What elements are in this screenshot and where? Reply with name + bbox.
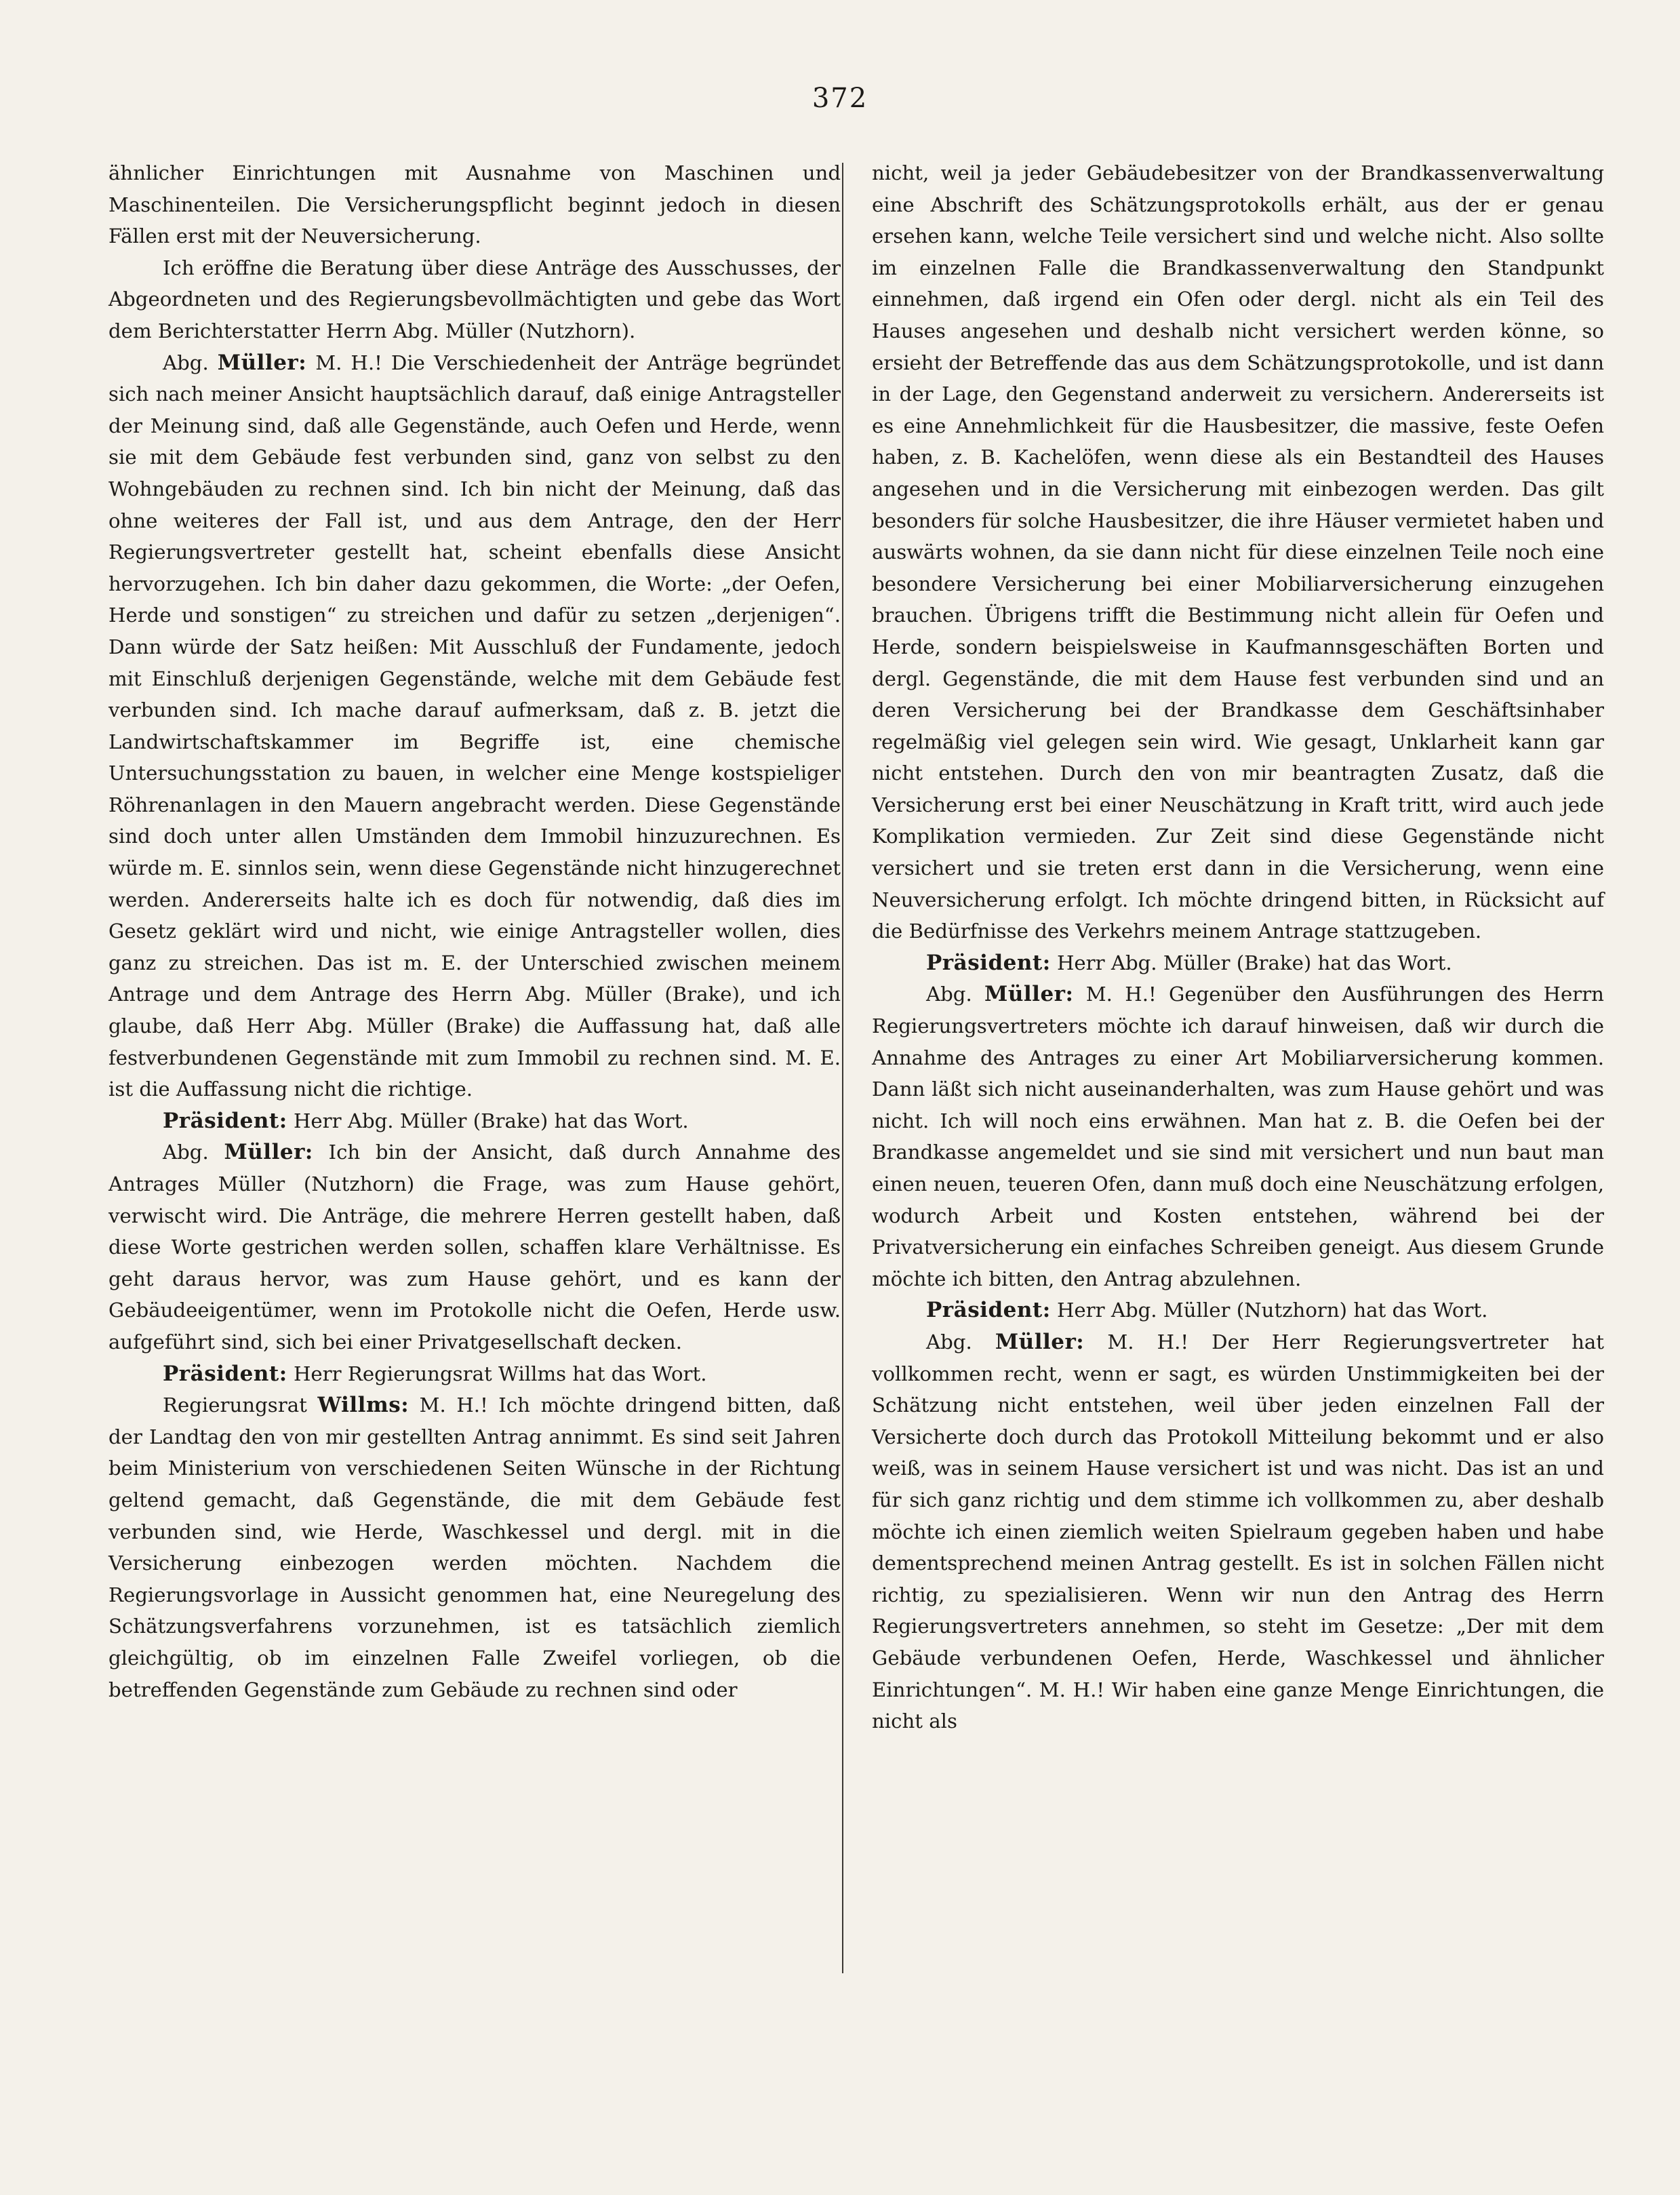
paragraph	[108, 1136, 841, 1358]
speaker-name: Müller:	[995, 1329, 1085, 1354]
paragraph	[872, 1294, 1604, 1326]
speaker-prefix: Abg.	[163, 351, 209, 374]
speaker-prefix: Abg.	[926, 983, 972, 1006]
paragraph-text: M. H.! Die Verschiedenheit der Anträge begründet sich nach meiner Ansicht hauptsächlich darauf, daß einige Antragsteller der Meinung sind, daß alle Gegenstände, auch Oefen und Herde, wenn sie mit dem Gebäude fest verbunden sind, ganz von selbst zu den Wohngebäuden zu rechnen sind. Ich bin nicht der Meinung, daß das ohne weiteres der Fall ist, und aus dem Antrage, den der Herr Regierungsvertreter gestellt hat, scheint ebenfalls diese Ansicht hervorzugehen. Ich bin daher dazu gekommen, die Worte: „der Oefen, Herde und sonstigen“ zu streichen und dafür zu setzen „derjenigen“. Dann würde der Satz heißen: Mit Ausschluß der Fundamente, jedoch mit Einschluß derjenigen Gegenstände, welche mit dem Gebäude fest verbunden sind. Ich mache darauf aufmerksam, daß z. B. jetzt die Landwirtschaftskammer im Begriffe ist, eine chemische Untersuchungsstation zu bauen, in welcher eine Menge kostspieliger Röhrenanlagen in den Mauern angebracht werden. Diese Gegenstände sind doch unter allen Umständen dem Immobil hinzuzurechnen. Es würde m. E. sinnlos sein, wenn diese Gegenstände nicht hinzugerechnet werden. Andererseits halte ich es doch für notwendig, daß dies im Gesetz geklärt wird und nicht, wie einige Antragsteller wollen, dies ganz zu streichen. Das ist m. E. der Unterschied zwischen meinem Antrage und dem Antrage des Herrn Abg. Müller (Brake), und ich glaube, daß Herr Abg. Müller (Brake) die Auffassung hat, daß alle festverbundenen Gegenstände mit zum Immobil zu rechnen sind. M. E. ist die Auffassung nicht die richtige.	[108, 351, 841, 1101]
paragraph-text: Herr Regierungsrat Willms hat das Wort.	[293, 1362, 707, 1385]
speaker-name: Willms:	[317, 1393, 409, 1418]
paragraph-text: Herr Abg. Müller (Brake) hat das Wort.	[293, 1109, 689, 1132]
paragraph-text: ähnlicher Einrichtungen mit Ausnahme von Maschinen und Maschinenteilen. Die Versicherungspflicht beginnt jedoch in diesen Fällen erst mit der Neuversicherung.	[108, 161, 841, 248]
speaker-name: Präsident:	[163, 1108, 287, 1133]
paragraph	[108, 347, 841, 1105]
speaker-prefix: Regierungsrat	[163, 1393, 307, 1417]
paragraph-text: Herr Abg. Müller (Brake) hat das Wort.	[1056, 951, 1452, 974]
speaker-name: Müller:	[984, 982, 1074, 1007]
paragraph	[872, 947, 1604, 979]
speaker-name: Müller:	[224, 1140, 313, 1165]
left-column	[108, 157, 841, 1705]
paragraph-text: M. H.! Ich möchte dringend bitten, daß der Landtag den von mir gestellten Antrag annimmt. Es sind seit Jahren beim Ministerium von verschiedenen Seiten Wünsche in der Richtung geltend gemacht, daß Gegenstände, die mit dem Gebäude fest verbunden sind, wie Herde, Waschkessel und dergl. mit in die Versicherung einbezogen werden möchten. Nachdem die Regierungsvorlage in Aussicht genommen hat, eine Neuregelung des Schätzungsverfahrens vorzunehmen, ist es tatsächlich ziemlich gleichgültig, ob im einzelnen Falle Zweifel vorliegen, ob die betreffenden Gegenstände zum Gebäude zu rechnen sind oder	[108, 1393, 841, 1701]
paragraph-text: Ich bin der Ansicht, daß durch Annahme des Antrages Müller (Nutzhorn) die Frage, was zum Hause gehört, verwischt wird. Die Anträge, die mehrere Herren gestellt haben, daß diese Worte gestrichen werden sollen, schaffen klare Verhältnisse. Es geht daraus hervor, was zum Hause gehört, und es kann der Gebäudeeigentümer, wenn im Protokolle nicht die Oefen, Herde usw. aufgeführt sind, sich bei einer Privatgesellschaft decken.	[108, 1141, 841, 1353]
speaker-name: Müller:	[217, 350, 307, 375]
speaker-name: Präsident:	[926, 1298, 1051, 1323]
paragraph-text: M. H.! Der Herr Regierungsvertreter hat vollkommen recht, wenn er sagt, es würden Unstimmigkeiten bei der Schätzung nicht entstehen, weil über jeden einzelnen Fall der Versicherte doch durch das Protokoll Mitteilung bekommt und er also weiß, was in seinem Hause versichert ist und was nicht. Das ist an und für sich ganz richtig und dem stimme ich vollkommen zu, aber deshalb möchte ich einen ziemlich weiten Spielraum gegeben haben und habe dementsprechend meinen Antrag gestellt. Es ist in solchen Fällen nicht richtig, zu spezialisieren. Wenn wir nun den Antrag des Herrn Regierungsvertreters annehmen, so steht im Gesetze: „Der mit dem Gebäude verbundenen Oefen, Herde, Waschkessel und ähnlicher Einrichtungen“. M. H.! Wir haben eine ganze Menge Einrichtungen, die nicht als	[872, 1330, 1605, 1733]
speaker-prefix: Abg.	[926, 1330, 972, 1353]
paragraph	[108, 252, 841, 347]
speaker-name: Präsident:	[926, 950, 1051, 975]
paragraph	[872, 978, 1604, 1294]
paragraph	[872, 1326, 1604, 1737]
paragraph-text: nicht, weil ja jeder Gebäudebesitzer von der Brandkassenverwaltung eine Abschrift des Schätzungsprotokolls erhält, aus der er genau ersehen kann, welche Teile versichert sind und welche nicht. Also sollte im einzelnen Falle die Brandkassenverwaltung den Standpunkt einnehmen, daß irgend ein Ofen oder dergl. nicht als ein Teil des Hauses angesehen und deshalb nicht versichert werden könne, so ersieht der Betreffende das aus dem Schätzungsprotokolle, und ist dann in der Lage, den Gegenstand anderweit zu versichern. Andererseits ist es eine Annehmlichkeit für die Hausbesitzer, die massive, feste Oefen haben, z. B. Kachelöfen, wenn diese als ein Bestandteil des Hauses angesehen und in die Versicherung mit einbezogen werden. Das gilt besonders für solche Hausbesitzer, die ihre Häuser vermietet haben und auswärts wohnen, da sie dann nicht für diese einzelnen Teile noch eine besondere Versicherung bei einer Mobiliarversicherung einzugehen brauchen. Übrigens trifft die Bestimmung nicht allein für Oefen und Herde, sondern beispielsweise in Kaufmannsgeschäften Borten und dergl. Gegenstände, die mit dem Hause fest verbunden sind und an deren Versicherung bei der Brandkasse dem Geschäftsinhaber regelmäßig viel gelegen sein wird. Wie gesagt, Unklarheit kann gar nicht entstehen. Durch den von mir beantragten Zusatz, daß die Versicherung erst bei einer Neuschätzung in Kraft tritt, wird auch jede Komplikation vermieden. Zur Zeit sind diese Gegenstände nicht versichert und sie treten erst dann in die Versicherung, wenn eine Neuversicherung erfolgt. Ich möchte dringend bitten, in Rücksicht auf die Bedürfnisse des Verkehrs meinem Antrage stattzugeben.	[872, 161, 1604, 943]
speaker-prefix: Abg.	[163, 1141, 209, 1164]
paragraph	[108, 1105, 841, 1137]
paragraph	[108, 1389, 841, 1705]
paragraph	[108, 1358, 841, 1390]
speaker-name: Präsident:	[163, 1361, 287, 1386]
paragraph-text: Herr Abg. Müller (Nutzhorn) hat das Wort.	[1056, 1299, 1488, 1322]
page-number: 372	[812, 83, 868, 114]
column-divider	[842, 163, 843, 1973]
paragraph-text: M. H.! Gegenüber den Ausführungen des Herrn Regierungsvertreters möchte ich darauf hinweisen, daß wir durch die Annahme des Antrages zu einer Art Mobiliarversicherung kommen. Dann läßt sich nicht auseinanderhalten, was zum Hause gehört und was nicht. Ich will noch eins erwähnen. Man hat z. B. die Oefen bei der Brandkasse angemeldet und sie sind mit versichert und nun baut man einen neuen, teueren Ofen, dann muß doch eine Neuschätzung erfolgen, wodurch Arbeit und Kosten entstehen, während bei der Privatversicherung ein einfaches Schreiben geneigt. Aus diesem Grunde möchte ich bitten, den Antrag abzulehnen.	[872, 983, 1604, 1290]
paragraph	[872, 157, 1604, 947]
right-column	[872, 157, 1604, 1737]
paragraph	[108, 157, 841, 252]
paragraph-text: Ich eröffne die Beratung über diese Anträge des Ausschusses, der Abgeordneten und des Regierungsbevollmächtigten und gebe das Wort dem Berichterstatter Herrn Abg. Müller (Nutzhorn).	[108, 256, 841, 342]
